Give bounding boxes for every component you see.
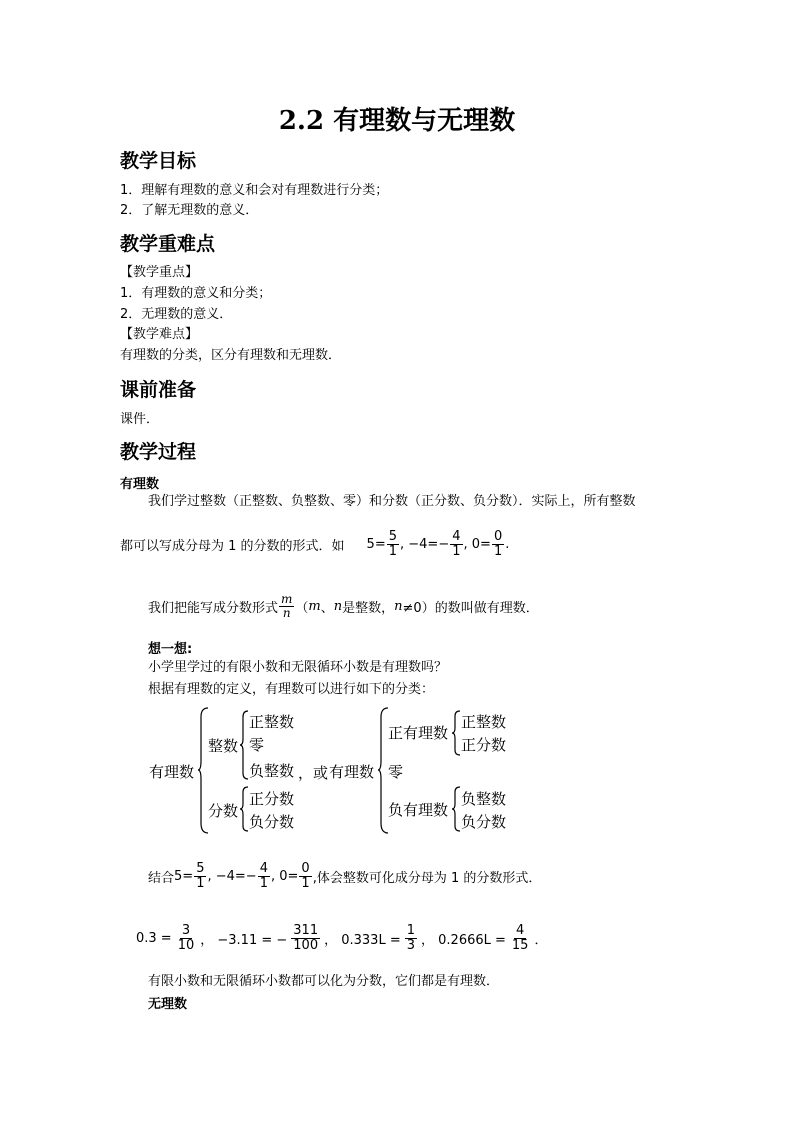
class2-root: 有理数 [329, 763, 375, 781]
decimal-fraction-line [136, 916, 547, 960]
eq-part: , 0= [463, 536, 491, 552]
keypoints-heading: 教学重难点 [120, 233, 216, 255]
fraction: $\frac{4}{1}$ [452, 528, 461, 559]
eq-part: ， −3.11 = − [200, 932, 288, 948]
prep-heading: 课前准备 [120, 379, 197, 401]
class1-fraction: 分数 [208, 802, 239, 820]
fraction: $\frac{3}{10}$ [177, 922, 195, 953]
eq-part: ， 0.2666L = [421, 932, 506, 948]
line-text: 都可以写成分母为 1 的分数的形式．如 [120, 538, 345, 554]
eq-part: , −4=− [207, 868, 257, 884]
prep-text: 课件． [120, 412, 160, 427]
paragraph-integers: 我们学过整数（正整数、负整数、零）和分数（正分数、负分数）．实际上，所有整数 [148, 494, 636, 509]
eq-part: ． [534, 932, 548, 948]
think-label: 想一想: [148, 642, 193, 657]
class1-zero: 零 [249, 736, 265, 754]
fraction: $\frac{0}{1}$ [493, 528, 503, 559]
class2-neg-int: 负整数 [461, 790, 507, 808]
focus-item-2: 2．无理数的意义． [120, 307, 233, 322]
combine-line [148, 856, 541, 896]
eq-part: , 0= [270, 868, 299, 884]
objective-item-2: 2．了解无理数的意义． [120, 203, 259, 218]
fraction-m-over-n: $\frac{m}{n}$ [281, 591, 293, 620]
class1-neg-int: 负整数 [249, 762, 295, 780]
fraction: $\frac{4}{1}$ [259, 860, 268, 891]
line-text: ,体会整数可化成分母为 1 的分数形式． [312, 870, 542, 886]
fraction: $\frac{5}{1}$ [196, 860, 205, 891]
eq-part: 5= [366, 536, 386, 552]
focus-label: 【教学重点】 [120, 265, 199, 280]
class1-root: 有理数 [149, 763, 195, 781]
fraction: $\frac{311}{100}$ [293, 922, 319, 953]
fraction: $\frac{4}{15}$ [511, 922, 529, 953]
eq-part: ， 0.333L = [324, 932, 401, 948]
line-text: 结合 [148, 870, 175, 886]
definition-line [148, 587, 539, 625]
conclusion-text: 有限小数和无限循环小数都可以化为分数，它们都是有理数． [148, 974, 500, 989]
objective-item-1: 1．理解有理数的意义和会对有理数进行分类； [120, 183, 389, 198]
line-text: 我们把能写成分数形式 [148, 600, 279, 616]
line-text: 、 [320, 600, 334, 616]
line-text: 是整数， [342, 600, 395, 616]
line-text: （ [295, 600, 309, 616]
eq-part: 0.3 = [136, 930, 172, 946]
class2-negative: 负有理数 [388, 801, 449, 819]
class2-pos-frac: 正分数 [461, 736, 507, 754]
var-n: n [394, 598, 403, 614]
subheading-rational: 有理数 [120, 477, 160, 492]
fraction: $\frac{5}{1}$ [388, 528, 397, 559]
focus-item-1: 1．有理数的意义和分类； [120, 286, 272, 301]
class2-zero: 零 [388, 763, 404, 781]
think-answer: 根据有理数的定义，有理数可以进行如下的分类： [148, 682, 435, 697]
difficulty-text: 有理数的分类，区分有理数和无理数． [120, 348, 342, 363]
class2-pos-int: 正整数 [461, 713, 507, 731]
integer-fraction-line [120, 524, 509, 564]
class1-neg-frac: 负分数 [249, 813, 295, 831]
process-heading: 教学过程 [120, 441, 197, 463]
fraction: $\frac{1}{3}$ [406, 922, 416, 953]
class1-pos-int: 正整数 [249, 713, 295, 731]
var-m: m [308, 598, 321, 614]
difficulty-label: 【教学难点】 [120, 327, 199, 342]
think-question: 小学里学过的有限小数和无限循环小数是有理数吗？ [148, 660, 448, 675]
line-text: ≠0）的数叫做有理数． [402, 600, 539, 616]
class1-pos-frac: 正分数 [249, 790, 295, 808]
eq-part: 5= [174, 868, 194, 884]
fraction: $\frac{0}{1}$ [301, 860, 310, 891]
objectives-heading: 教学目标 [120, 150, 197, 172]
var-n: n [333, 598, 343, 614]
subheading-irrational: 无理数 [148, 997, 188, 1012]
class1-integer: 整数 [208, 737, 239, 755]
page-title: 2.2 有理数与无理数 [278, 106, 516, 136]
class2-neg-frac: 负分数 [461, 813, 507, 831]
class2-positive: 正有理数 [388, 724, 449, 742]
or-text: ，或 [298, 764, 329, 782]
eq-part: . [505, 536, 510, 552]
eq-part: , −4=− [400, 536, 450, 552]
